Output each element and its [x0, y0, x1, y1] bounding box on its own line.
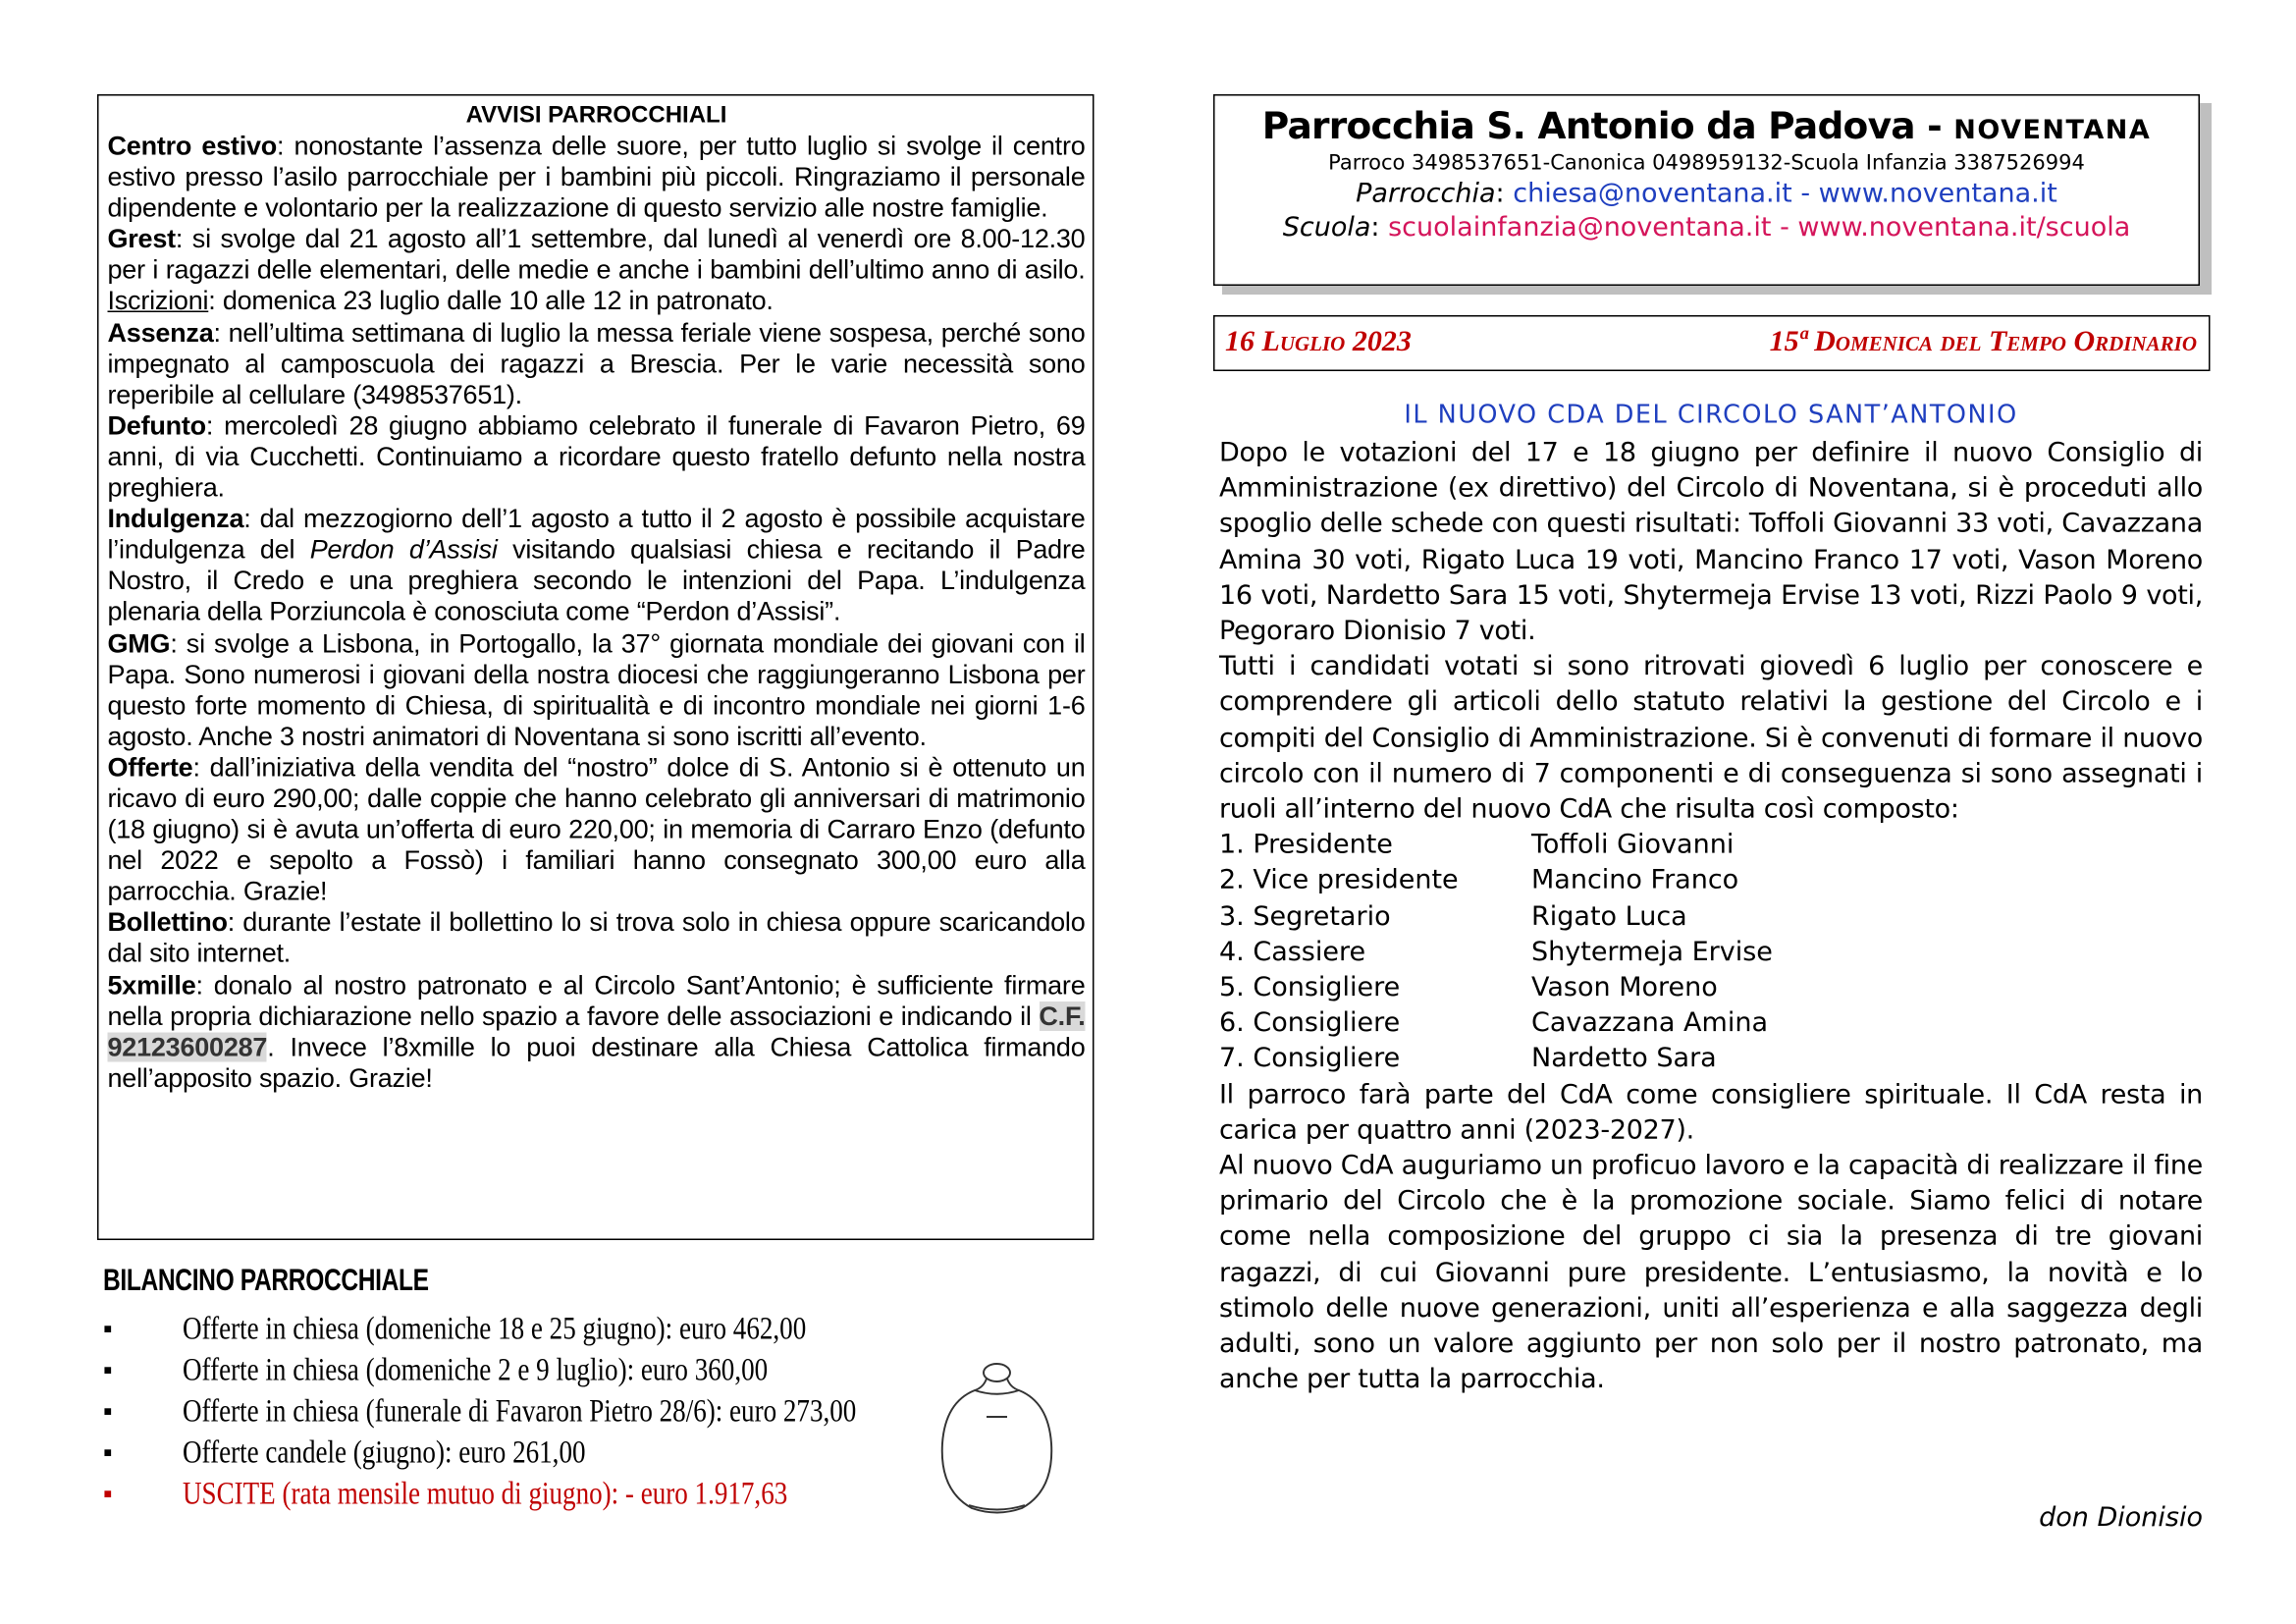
date-bar [1213, 315, 2211, 371]
bullet-icon: ▪ [103, 1437, 113, 1467]
avviso-keyword: Bollettino [107, 907, 228, 938]
bilancino-item-text: Offerte in chiesa (funerale di Favaron Pietro 28/6): euro 273,00 [183, 1391, 857, 1429]
avviso-keyword: GMG [107, 627, 171, 658]
bilancino-expense-item [103, 1473, 1016, 1514]
cda-role-row [1219, 864, 2203, 899]
article-signature: don Dionisio [2039, 1502, 2203, 1534]
avviso-gmg [108, 628, 1086, 753]
avviso-text: : donalo al nostro patronato e al Circolo Sant’Antonio; è sufficiente firmare nella propria dichiarazione nello spazio a favore delle associazioni e indicando il [107, 969, 1086, 1031]
role-position: 5. Consigliere [1219, 971, 1401, 1003]
avviso-text: : mercoledì 28 giugno abbiamo celebrato il funerale di Favaron Pietro, 69 anni, di via Cucchetti. Continuiamo a ricordare questo fratello defunto nella nostra preghiera. [107, 410, 1086, 503]
article-paragraph: Dopo le votazioni del 17 e 18 giugno per definire il nuovo Consiglio di Amministrazione (ex direttivo) del Circolo di Noventana, si è proceduti allo spoglio delle schede con questi risultati: Toffoli Giovanni 33 voti, Cavazzana Amina 30 voti, Rigato Luca 19 voti, Mancino Franco 17 voti, Vason Moreno 16 voti, Nardetto Sara 15 voti, Shytermeja Ervise 13 voti, Rizzi Paolo 9 voti, Pegoraro Dionisio 7 voti. [1219, 437, 2203, 647]
codice-fiscale: C.F. 92123600287 [107, 1001, 1086, 1062]
bilancino-item [103, 1390, 1016, 1432]
bilancino-item [103, 1432, 1016, 1473]
avviso-keyword: Assenza [107, 317, 214, 348]
parish-title [1215, 105, 2199, 148]
role-position: 4. Cassiere [1219, 936, 1366, 968]
bilancino-item-text: USCITE (rata mensile mutuo di giugno): - euro 1.917,63 [183, 1474, 788, 1511]
school-label: Scuola [1282, 212, 1371, 244]
cda-role-row [1219, 1006, 2203, 1042]
avviso-5xmille [108, 970, 1086, 1095]
bilancino-list [103, 1308, 1016, 1514]
perdon-assisi-italic: Perdon d’Assisi [309, 534, 498, 565]
parish-contact-line [1215, 179, 2199, 210]
role-position: 7. Consigliere [1219, 1043, 1401, 1075]
cda-role-row [1219, 935, 2203, 970]
role-name: Rigato Luca [1531, 900, 1687, 932]
avviso-keyword: Centro estivo [107, 131, 278, 161]
title-dash: - [1914, 104, 1954, 147]
avviso-centro-estivo [108, 132, 1086, 225]
role-position: 1. Presidente [1219, 829, 1393, 861]
liturgical-sunday: 15ª Domenica del Tempo Ordinario [1769, 325, 2197, 358]
parish-website-link[interactable]: www.noventana.it [1818, 178, 2057, 209]
role-name: Mancino Franco [1531, 865, 1739, 896]
avviso-text: : dall’iniziativa della vendita del “nostro” dolce di S. Antonio si è ottenuto un ricavo di euro 290,00; dalle coppie che hanno celebrato gli anniversari di matrimonio (18 giugno) si è avuta un’offerta di euro 220,00; in memoria di Carraro Enzo (defunto nel 2022 e sepolto a Fossò) i familiari hanno consegnato 300,00 euro alla parrocchia. Grazie! [107, 752, 1086, 906]
role-name: Shytermeja Ervise [1531, 936, 1773, 968]
article-paragraph: Al nuovo CdA auguriamo un proficuo lavoro e la capacità di realizzare il fine primario del Circolo che è la promozione sociale. Siamo felici di notare come nella composizione del gruppo ci sia la presenza di tre giovani ragazzi, di cui Giovanni pure presidente. L’entusiasmo, la novità e lo stimolo delle nuove generazioni, uniti all’esperienza e alla saggezza degli adulti, sono un valore aggiunto per non solo per il nostro patronato, ma anche per tutta la parrocchia. [1219, 1150, 2203, 1395]
bilancino-item-text: Offerte in chiesa (domeniche 18 e 25 giugno): euro 462,00 [183, 1309, 807, 1346]
role-position: 3. Segretario [1219, 900, 1391, 932]
avviso-keyword: Offerte [107, 752, 193, 783]
role-position: 2. Vice presidente [1219, 865, 1459, 896]
bullet-icon: ▪ [103, 1479, 113, 1508]
role-name: Toffoli Giovanni [1531, 829, 1735, 861]
bullet-icon: ▪ [103, 1396, 113, 1426]
avviso-text: : durante l’estate il bollettino lo si trova solo in chiesa oppure scaricandolo dal sito internet. [107, 907, 1086, 969]
contact-numbers: Parroco 3498537651-Canonica 0498959132-Scuola Infanzia 3387526994 [1328, 151, 2085, 176]
bilancino-item-text: Offerte candele (giugno): euro 261,00 [183, 1433, 586, 1470]
bullet-icon: ▪ [103, 1355, 113, 1384]
school-website-link[interactable]: www.noventana.it/scuola [1797, 212, 2131, 244]
parish-name: Parrocchia S. Antonio da Padova [1261, 104, 1915, 147]
separator: - [1771, 212, 1798, 244]
role-name: Vason Moreno [1531, 971, 1718, 1003]
parish-location: NOVENTANA [1953, 115, 2152, 146]
article-paragraph: Tutti i candidati votati si sono ritrovati giovedì 6 luglio per conoscere e comprendere gli articoli dello statuto relativi la gestione del Circolo e i compiti del Consiglio di Amministrazione. Si è convenuti di formare il nuovo circolo con il numero di 7 componenti e di conseguenza si sono assegnati i ruoli all’interno del nuovo CdA che risulta così composto: [1219, 651, 2203, 826]
bilancino-item [103, 1308, 1016, 1349]
separator: : [1495, 178, 1514, 209]
role-name: Cavazzana Amina [1531, 1007, 1768, 1039]
avviso-defunto [108, 410, 1086, 504]
avviso-indulgenza [108, 504, 1086, 628]
bilancino-title: BILANCINO PARROCCHIALE [103, 1264, 429, 1298]
avviso-text: : si svolge a Lisbona, in Portogallo, la 37° giornata mondiale dei giovani con il Papa. Sono numerosi i giovani della nostra diocesi che raggiungeranno Lisbona per questo forte momento di Chiesa, di spiritualità e di incontro mondiale nei giorni 1-6 agosto. Anche 3 nostri animatori di Noventana si sono iscritti all’evento. [107, 627, 1086, 751]
avviso-text: : nonostante l’assenza delle suore, per tutto luglio si svolge il centro estivo presso l’asilo parrocchiale per i bambini più piccoli. Ringraziamo il personale dipendente e volontario per la realizzazione di questo servizio alle nostre famiglie. [107, 131, 1086, 223]
separator: : [1370, 212, 1389, 244]
avviso-keyword: Grest [107, 224, 176, 254]
cda-role-row [1219, 1042, 2203, 1077]
avviso-bollettino [108, 908, 1086, 970]
cda-role-row [1219, 828, 2203, 863]
avviso-text: . Invece l’8xmille lo puoi destinare alla Chiesa Cattolica firmando nell’apposito spazio. Grazie! [107, 1032, 1086, 1093]
parish-label: Parrocchia [1356, 178, 1496, 209]
bilancino-item-text: Offerte in chiesa (domeniche 2 e 9 luglio): euro 360,00 [183, 1350, 769, 1387]
avvisi-title: AVVISI PARROCCHIALI [465, 103, 727, 129]
bilancino-item [103, 1349, 1016, 1390]
avviso-grest [108, 224, 1086, 317]
avviso-keyword: Defunto [107, 410, 206, 441]
role-name: Nardetto Sara [1531, 1043, 1717, 1075]
avviso-text: visitando qualsiasi chiesa e recitando il Padre Nostro, il Credo e una preghiera secondo le intenzioni del Papa. L’indulgenza plenaria della Porziuncola è conosciuta come “Perdon d’Assisi”. [107, 534, 1086, 627]
school-contact-line [1215, 212, 2199, 244]
avviso-text: : si svolge dal 21 agosto all’1 settembre, dal lunedì al venerdì ore 8.00-12.30 per i ragazzi delle elementari, delle medie e anche i bambini dell’ultimo anno di asilo. [107, 224, 1086, 286]
article-body [1219, 436, 2203, 1398]
avvisi-box [97, 94, 1095, 1240]
avviso-offerte [108, 752, 1086, 907]
bulletin-date: 16 Luglio 2023 [1225, 325, 1412, 358]
avviso-assenza [108, 317, 1086, 410]
article-title: IL NUOVO CDA DEL CIRCOLO SANT’ANTONIO [1404, 401, 2018, 430]
avviso-keyword: Indulgenza [107, 504, 244, 534]
avviso-text: : dal mezzogiorno dell’1 agosto a tutto il 2 agosto è possibile acquistare l’indulgenza del [107, 504, 1086, 565]
iscrizioni-label: Iscrizioni [107, 286, 209, 316]
article-paragraph: Il parroco farà parte del CdA come consigliere spirituale. Il CdA resta in carica per quattro anni (2023-2027). [1219, 1078, 2203, 1146]
offering-jar-icon [931, 1358, 1063, 1520]
avviso-text: : domenica 23 luglio dalle 10 alle 12 in patronato. [208, 286, 774, 316]
header-box [1213, 94, 2200, 286]
cda-roles-list [1219, 828, 2203, 1077]
school-email-link[interactable]: scuolainfanzia@noventana.it [1388, 212, 1772, 244]
parish-email-link[interactable]: chiesa@noventana.it [1513, 178, 1792, 209]
cda-role-row [1219, 970, 2203, 1005]
avviso-text: : nell’ultima settimana di luglio la messa feriale viene sospesa, perché sono impegnato al camposcuola dei ragazzi a Brescia. Per le varie necessità sono reperibile al cellulare (3498537651). [107, 317, 1086, 409]
bullet-icon: ▪ [103, 1314, 113, 1343]
role-position: 6. Consigliere [1219, 1007, 1401, 1039]
separator: - [1791, 178, 1819, 209]
cda-role-row [1219, 899, 2203, 935]
avviso-keyword: 5xmille [107, 969, 196, 1000]
